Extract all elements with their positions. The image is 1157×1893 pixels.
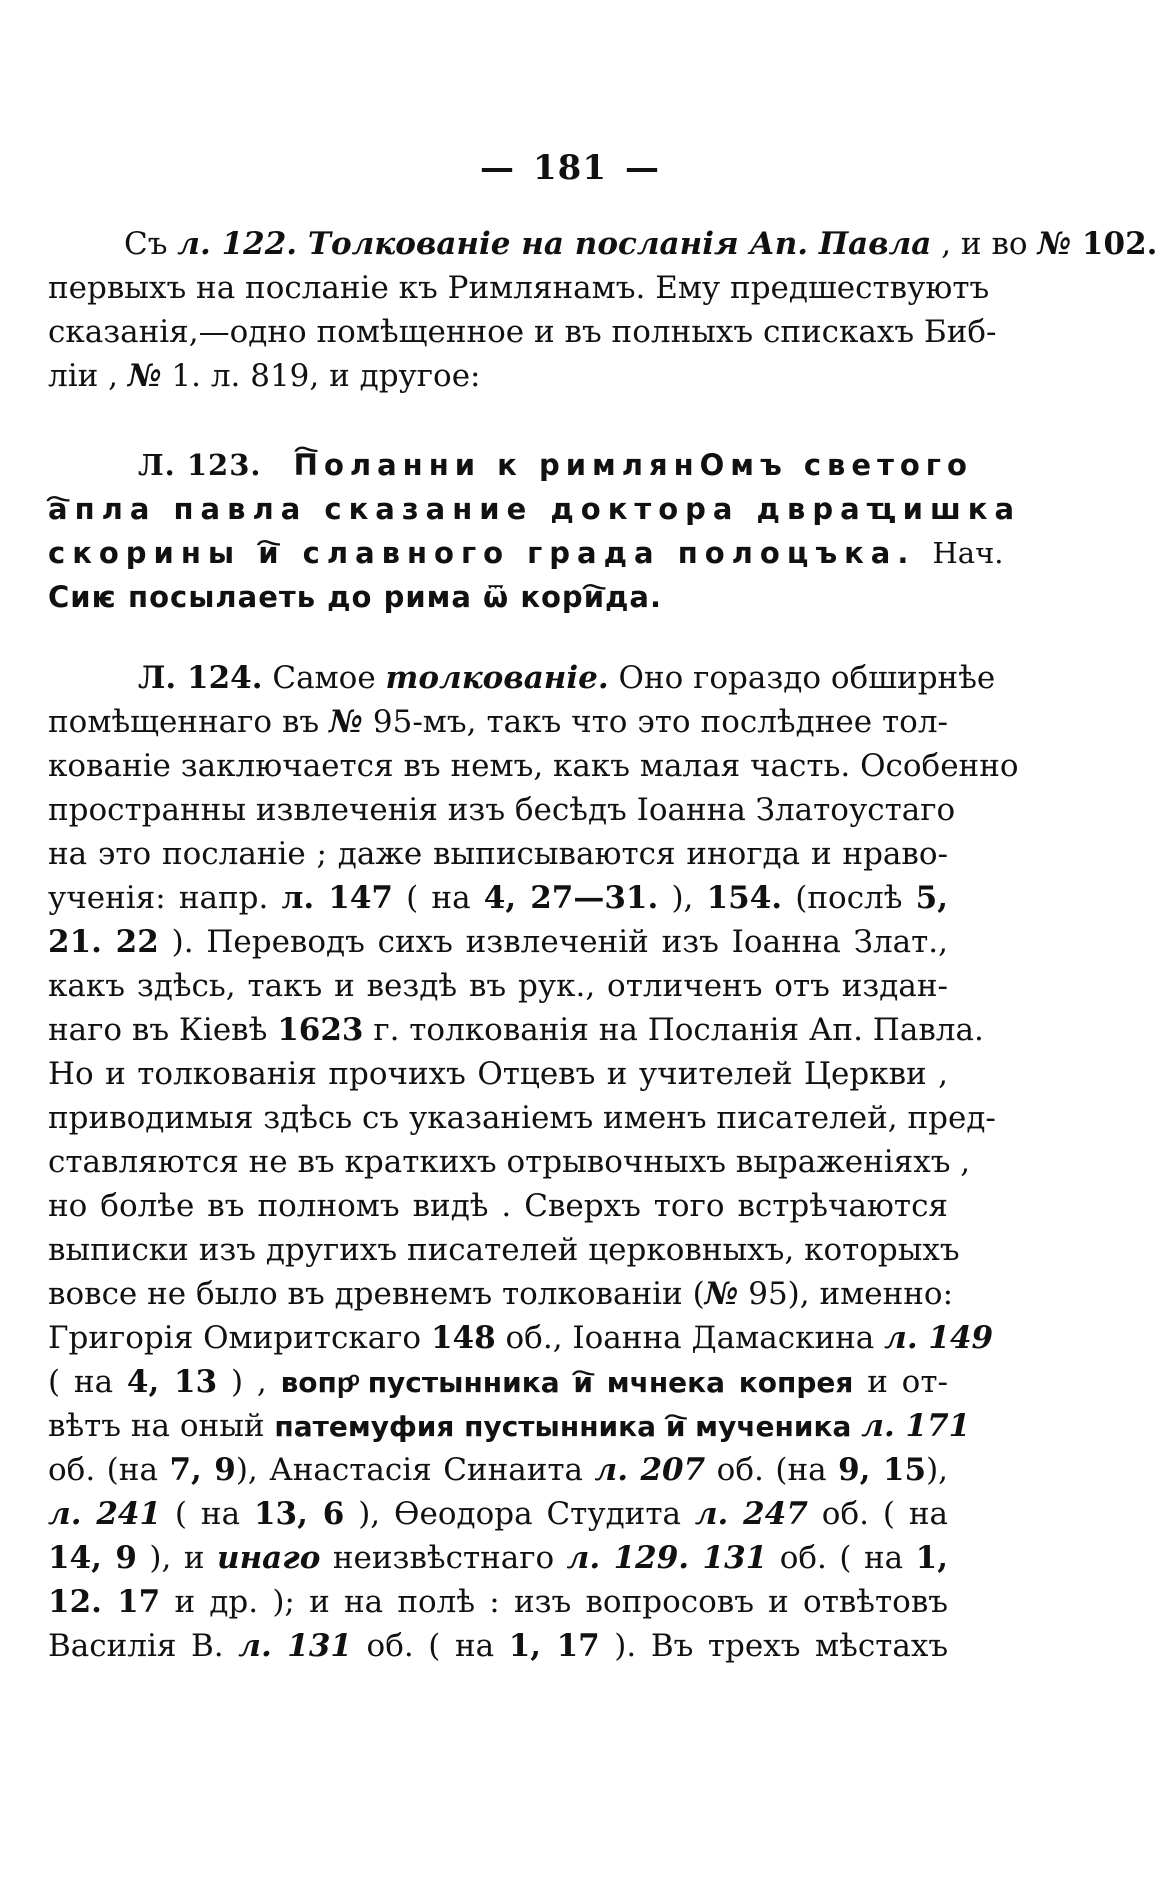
text-run: ), Анастасія Синаита [235, 1452, 595, 1488]
text-run: об. ( на [807, 1496, 949, 1532]
text-run: ). Въ трехъ мѣстахъ [599, 1628, 949, 1664]
text-line [48, 1272, 954, 1316]
text-line [48, 1008, 984, 1052]
dash-right: — [624, 148, 660, 188]
slavonic-text: скорины и҇ славного града полоцъка. [48, 536, 916, 570]
text-run: и от- [853, 1364, 948, 1400]
text-run: Самое [262, 660, 386, 696]
verse-ref: 12. 17 [48, 1584, 161, 1620]
leaf-ref: л. 241 [48, 1496, 162, 1532]
text-run: ), [658, 880, 707, 916]
text-run: об. (на [48, 1452, 170, 1488]
text-run: ), [926, 1452, 949, 1488]
verse-ref: 9, 15 [838, 1452, 927, 1488]
leaf-ref: л. 171 [861, 1408, 971, 1444]
text-line [48, 1624, 948, 1668]
text-line: приводимыя здѣсь съ указаніемъ именъ писателей, пред- [48, 1100, 996, 1136]
leaf-ref: л. 122. [177, 226, 298, 262]
text-line: а҇пла павла сказание доктора двраҵишка [48, 492, 1022, 526]
leaf-ref: 148 [430, 1320, 496, 1356]
leaf-ref: л. 149 [884, 1320, 994, 1356]
verse-ref: 13, 6 [253, 1496, 345, 1532]
text-line: пространны извлеченія изъ бесѣдъ Іоанна Златоустаго [48, 792, 956, 828]
text-line [48, 354, 948, 398]
emphasis: толкованіе. [385, 660, 609, 696]
page-number: 181 [533, 148, 607, 188]
text-line: но болѣе въ полномъ видѣ . Сверхъ того встрѣчаются [48, 1188, 948, 1224]
text-run: ( на [161, 1496, 254, 1532]
text-run: ). Переводъ сихъ извлеченій изъ Іоанна Злат., [158, 924, 948, 960]
text-run: , и во [931, 226, 1038, 262]
text-line [48, 443, 973, 487]
text-line [48, 1360, 948, 1404]
number-sign: № [1037, 226, 1072, 262]
verse-ref: 5, [915, 880, 948, 916]
text-line: какъ здѣсь, такъ и вездѣ въ рук., отличенъ отъ издан- [48, 968, 948, 1004]
leaf-ref: Л. 124. [138, 660, 263, 696]
text-run: неизвѣстнаго [320, 1540, 567, 1576]
paragraph-intro [48, 222, 1157, 398]
slavonic-text: вопрͦ пустынника и҇ мчнека копрея [280, 1366, 854, 1399]
number-sign: № [329, 704, 363, 740]
text-run: (послѣ [782, 880, 916, 916]
text-line: Но и толкованія прочихъ Отцевъ и учителей Церкви , [48, 1056, 948, 1092]
leaf-ref: л. 131 [238, 1628, 352, 1664]
number-sign: № [127, 358, 162, 394]
number-sign: № [704, 1276, 739, 1312]
text-run: ), Ѳеодора Студита [344, 1496, 695, 1532]
leaf-ref: л. 207 [594, 1452, 706, 1488]
verse-ref: 7, 9 [169, 1452, 236, 1488]
incipit-label: Нач. [932, 536, 1004, 570]
page-header [0, 148, 1140, 188]
text-run: об. (на [705, 1452, 839, 1488]
text-run: ( на [48, 1364, 127, 1400]
text-run: вовсе не было въ древнемъ толкованіи ( [48, 1276, 705, 1312]
verse-ref: 4, 13 [126, 1364, 218, 1400]
text-line: сказанія,—одно помѣщенное и въ полныхъ спискахъ Биб- [48, 314, 997, 350]
text-line: первыхъ на посланіе къ Римлянамъ. Ему предшествуютъ [48, 270, 990, 306]
text-line: ставляются не въ краткихъ отрывочныхъ выраженіяхъ , [48, 1144, 971, 1180]
verse-ref: 1, [915, 1540, 948, 1576]
text-line: Сиѥ посылаеть до рима ѿ кори҇да. [48, 580, 663, 614]
paragraph-commentary [48, 656, 1019, 1668]
text-line: выписки изъ другихъ писателей церковныхъ, которыхъ [48, 1232, 960, 1268]
text-line [48, 1536, 948, 1580]
text-run [851, 1408, 861, 1444]
text-run: г. толкованія на Посланія Ап. Павла. [363, 1012, 984, 1048]
leaf-ref: 154. [706, 880, 783, 916]
text-run: 95-мъ, такъ что это послѣднее тол- [362, 704, 948, 740]
leaf-ref: л. 129. 131 [566, 1540, 768, 1576]
text-run: вѣтъ на оный [48, 1408, 275, 1444]
text-line [48, 1316, 994, 1360]
section-title: Толкованіе на посланія Ап. Павла [297, 226, 932, 262]
text-line [48, 531, 1004, 575]
dash-left: — [480, 148, 515, 188]
text-run: об., Іоанна Дамаскина [495, 1320, 885, 1356]
leaf-ref: л. 147 [281, 880, 393, 916]
text-line: на это посланіе ; даже выписываются иногда и нраво- [48, 836, 948, 872]
text-line [48, 1448, 948, 1492]
text-line [48, 656, 996, 700]
slavonic-text: П҇оланни к римлянОмъ светого [293, 448, 973, 482]
text-line [48, 1492, 948, 1536]
manuscript-number: 102. [1071, 226, 1157, 262]
text-run: об. ( на [351, 1628, 509, 1664]
leaf-ref: Л. 123. [138, 448, 262, 482]
text-run: Василія В. [48, 1628, 239, 1664]
text-run: ), и [136, 1540, 218, 1576]
leaf-ref: л. 247 [694, 1496, 808, 1532]
text-run: ) , [217, 1364, 281, 1400]
verse-ref: 4, 27—31. [483, 880, 659, 916]
text-line [48, 920, 948, 964]
text-run: ліи , [48, 358, 128, 394]
text-run: помѣщеннаго въ [48, 704, 330, 740]
text-run: ( на [392, 880, 484, 916]
text-line: кованіе заключается въ немъ, какъ малая часть. Особенно [48, 748, 1019, 784]
text-run: Съ [124, 226, 178, 262]
text-run: Оно гораздо обширнѣе [608, 660, 996, 696]
text-line [48, 700, 948, 744]
text-run: и др. ); и на полѣ : изъ вопросовъ и отвѣтовъ [160, 1584, 948, 1620]
text-line [48, 222, 1157, 266]
text-line [48, 1580, 948, 1624]
text-run: об. ( на [767, 1540, 916, 1576]
year: 1623 [277, 1012, 364, 1048]
text-run: ученія: напр. [48, 880, 282, 916]
emphasis: инаго [217, 1540, 321, 1576]
text-run: наго въ Кіевѣ [48, 1012, 278, 1048]
paragraph-slavonic-quote [48, 443, 1022, 619]
verse-ref: 14, 9 [48, 1540, 137, 1576]
verse-ref: 21. 22 [48, 924, 159, 960]
text-run: 1. л. 819, и другое: [161, 358, 481, 394]
verse-ref: 1, 17 [508, 1628, 600, 1664]
text-run: Григорія Омиритскаго [48, 1320, 431, 1356]
slavonic-text: патемуфия пустынника и҇ мученика [274, 1410, 852, 1443]
text-line [48, 1404, 971, 1448]
text-line [48, 876, 948, 920]
text-run: 95), именно: [738, 1276, 954, 1312]
